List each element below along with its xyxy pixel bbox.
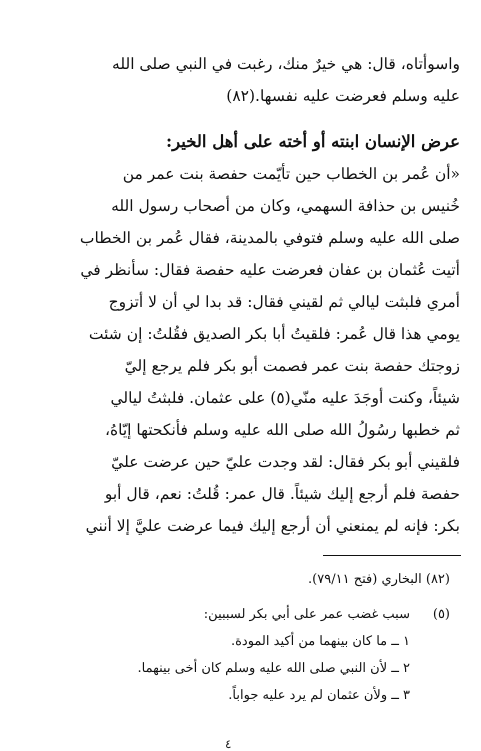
paragraph-gap	[30, 112, 460, 126]
footnote-note	[30, 601, 450, 628]
footnote-reason: ٢ ــ لأن النبي صلى الله عليه وسلم كان أخى بينهما.	[137, 661, 410, 676]
section-line: فلقيني أبو بكر فقال: لقد وجدت عليّ حين عرضت عليّ	[111, 453, 460, 471]
section-line: أتيت عُثمان بن عفان فعرضت عليه حفصة فقال: سأنظر في	[80, 261, 460, 279]
section-line: زوجتك حفصة بنت عمر فصمت أبو بكر فلم يرجع إليّ	[124, 357, 460, 375]
footnote-reason: ١ ــ ما كان بينهما من أكيد المودة.	[230, 634, 410, 649]
body-line: واسوأتاه، قال: هي خيرٌ منك، رغبت في النبي صلى الله	[112, 55, 460, 73]
section-line: صلى الله عليه وسلم فتوفي بالمدينة، فقال عُمر بن الخطاب	[79, 229, 460, 247]
section-line: ثم خطبها رسُولُ الله صلى الله عليه وسلم فأنكحتها إيّاهُ،	[104, 421, 460, 439]
footnote-gap	[30, 593, 450, 601]
body-line: عليه وسلم فعرضت عليه نفسها.(٨٢)	[226, 87, 460, 105]
footnotes	[30, 566, 450, 709]
section-line: يومي هذا قال عُمر: فلقيتُ أبا بكر الصديق فقُلتُ: إن شئت	[88, 325, 460, 343]
footnote-divider	[323, 555, 461, 556]
section-line: «أن عُمر بن الخطاب حين تأيّمت حفصة بنت عمر من	[122, 165, 460, 183]
section-heading: عرض الإنسان ابنته أو أخته على أهل الخير:	[166, 132, 460, 151]
section-line: أمري فلبثت ليالي ثم لقيني فقال: قد بدا لي أن لا أتزوج	[108, 293, 460, 311]
page-number: ٤	[225, 737, 232, 751]
section-line: خُنيس بن حذافة السهمي، وكان من أصحاب رسول الله	[111, 197, 460, 215]
footnote-reason: ٣ ــ ولأن عثمان لم يرد عليه جواباً.	[228, 688, 410, 703]
footnote-title: سبب غضب عمر على أبي بكر لسببين:	[203, 607, 410, 622]
section-line: بكر: فإنه لم يمنعني أن أرجع إليك فيما عرضت عليَّ إلا أنني	[85, 517, 460, 535]
footnote-reference: (٨٢) البخاري (فتح ٧٩/١١).	[308, 572, 450, 587]
section-line: شيئاً، وكنت أوجَدَ عليه منّي(٥) على عثمان. فلبثتُ ليالي	[110, 389, 460, 407]
section-line: حفصة فلم أرجع إليك شيئاً. قال عمر: قُلتُ: نعم، قال أبو	[104, 485, 460, 503]
footnote-mark: (٥)	[432, 607, 450, 622]
page-body	[30, 48, 460, 542]
